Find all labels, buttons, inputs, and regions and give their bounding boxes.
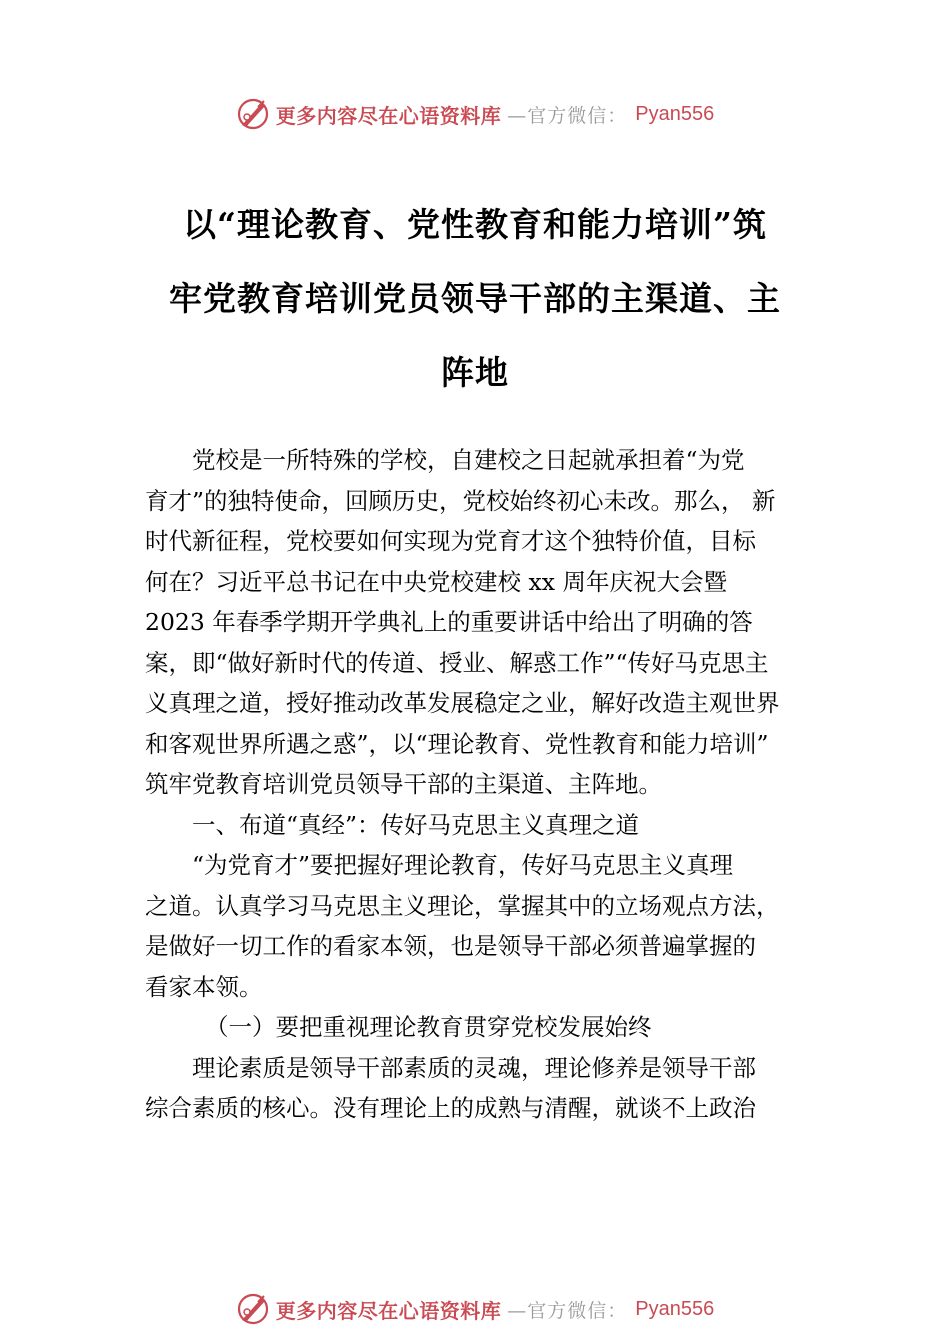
title-line: 牢党教育培训党员领导干部的主渠道、主 bbox=[169, 279, 781, 318]
banner-red-text: 更多内容尽在心语资料库 bbox=[275, 1298, 502, 1323]
text-line: 案，即“做好新时代的传道、授业、解惑工作”“传好马克思主 bbox=[145, 648, 769, 677]
document-body bbox=[145, 440, 805, 1129]
text-line: 理论素质是领导干部素质的灵魂，理论修养是领导干部 bbox=[192, 1053, 756, 1082]
quill-logo-icon bbox=[236, 97, 270, 131]
text-line: 是做好一切工作的看家本领，也是领导干部必须普遍掌握的 bbox=[145, 932, 756, 960]
text-line: 时代新征程，党校要如何实现为党育才这个独特价值，目标 bbox=[145, 527, 756, 555]
footer-banner bbox=[0, 1289, 950, 1329]
wechat-id: Pyan556 bbox=[635, 1297, 715, 1320]
text-line: 2023 年春季学期开学典礼上的重要讲话中给出了明确的答 bbox=[145, 608, 753, 636]
paragraph-quality bbox=[145, 1048, 805, 1129]
text-line: 综合素质的核心。没有理论上的成熟与清醒，就谈不上政治 bbox=[145, 1094, 756, 1122]
wechat-id: Pyan556 bbox=[635, 102, 715, 125]
title-line: 以“理论教育、党性教育和能力培训”筑 bbox=[183, 205, 767, 244]
paragraph-theory bbox=[145, 845, 805, 1007]
text-line: 何在？习近平总书记在中央党校建校 xx 周年庆祝大会暨 bbox=[145, 567, 727, 596]
section-heading bbox=[145, 805, 805, 846]
heading-line: 一、布道“真经”：传好马克思主义真理之道 bbox=[192, 810, 640, 839]
banner-gray-text: —官方微信： bbox=[507, 104, 628, 127]
text-line: 筑牢党教育培训党员领导干部的主渠道、主阵地。 bbox=[145, 770, 662, 798]
text-line: 义真理之道，授好推动改革发展稳定之业，解好改造主观世界 bbox=[145, 689, 780, 717]
banner-gray-text: —官方微信： bbox=[507, 1299, 628, 1322]
text-line: 之道。认真学习马克思主义理论，掌握其中的立场观点方法， bbox=[145, 891, 780, 920]
text-line: 和客观世界所遇之惑”，以“理论教育、党性教育和能力培训” bbox=[145, 729, 769, 758]
quill-logo-icon bbox=[236, 1292, 270, 1326]
text-line: “为党育才”要把握好理论教育，传好马克思主义真理 bbox=[192, 851, 734, 879]
paragraph-intro bbox=[145, 440, 805, 805]
text-line: 看家本领。 bbox=[145, 972, 263, 1001]
title-line: 阵地 bbox=[441, 353, 509, 392]
banner-red-text: 更多内容尽在心语资料库 bbox=[275, 103, 502, 128]
document-title bbox=[145, 188, 805, 410]
text-line: 育才”的独特使命，回顾历史，党校始终初心未改。那么， 新 bbox=[145, 486, 776, 515]
subsection-heading bbox=[145, 1007, 805, 1048]
heading-line: （一）要把重视理论教育贯穿党校发展始终 bbox=[205, 1013, 652, 1041]
text-line: 党校是一所特殊的学校，自建校之日起就承担着“为党 bbox=[192, 446, 745, 474]
header-banner bbox=[0, 94, 950, 134]
